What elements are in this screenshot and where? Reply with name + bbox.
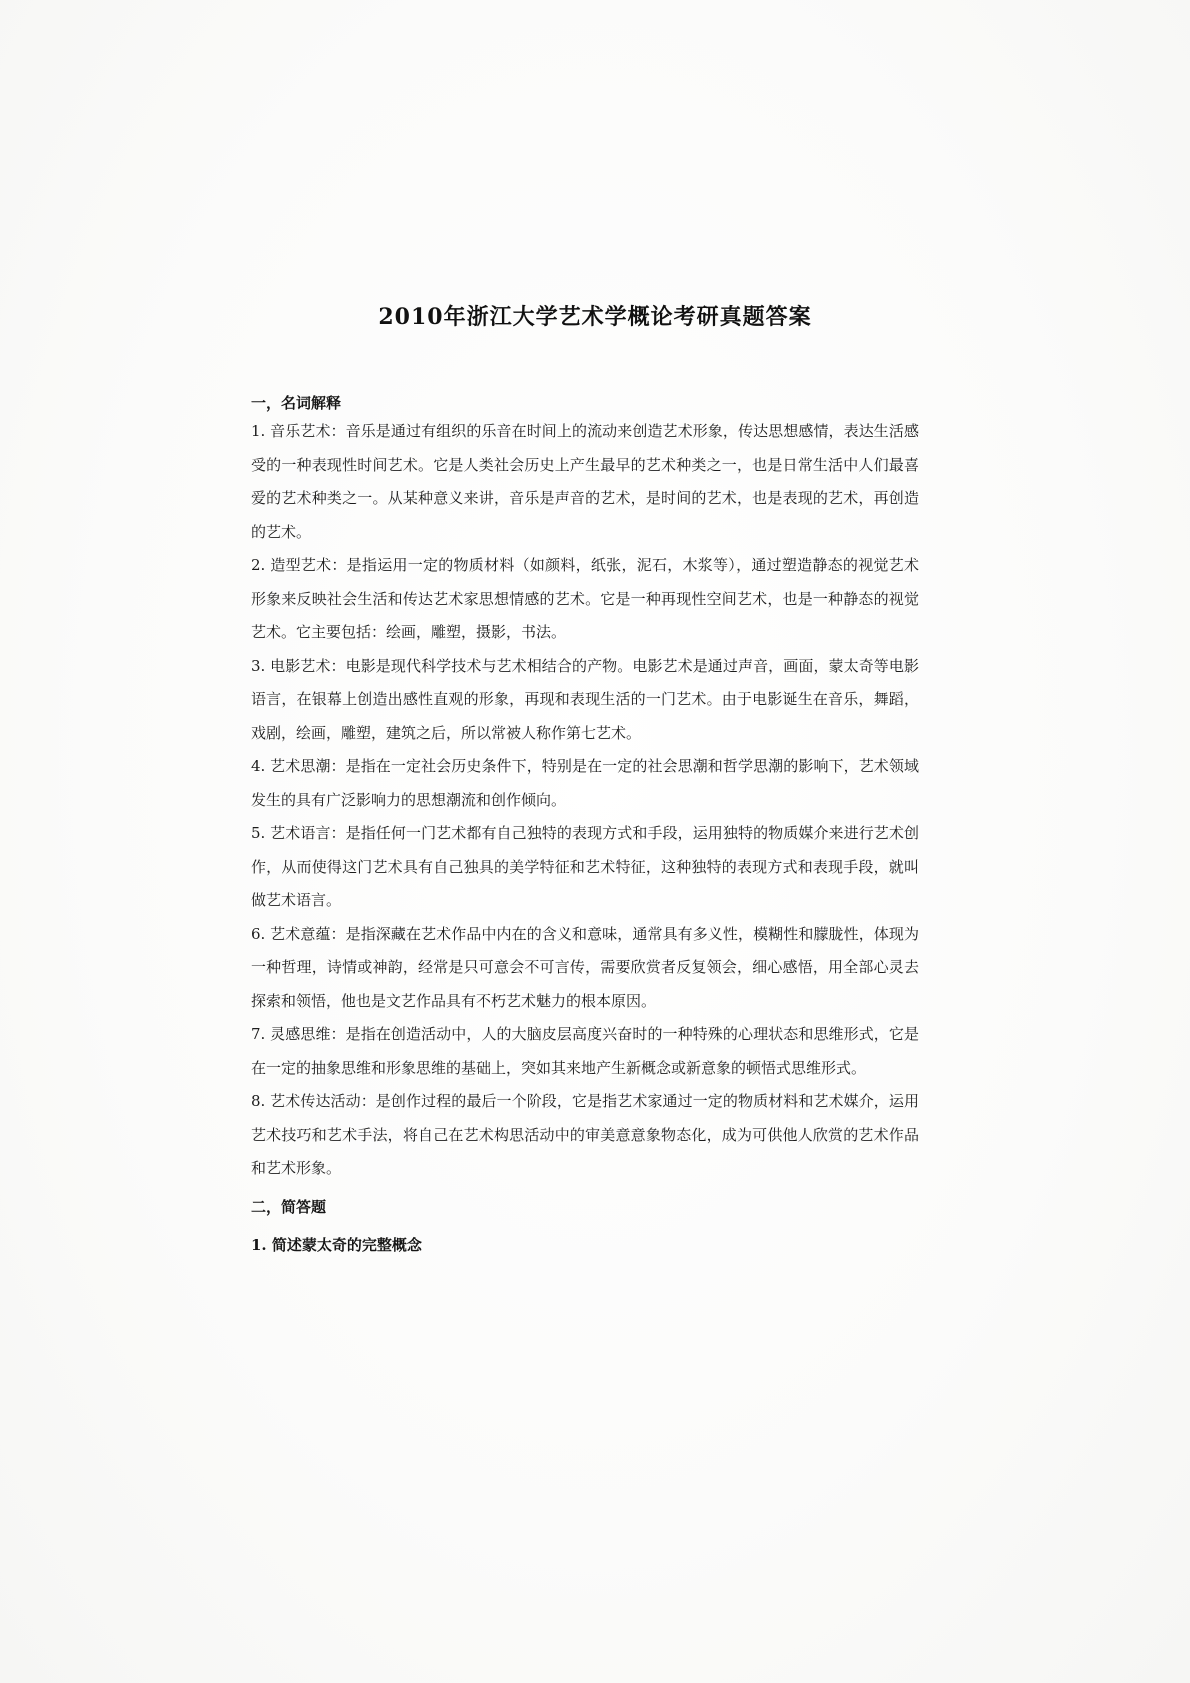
- term-item: 7. 灵感思维：是指在创造活动中，人的大脑皮层高度兴奋时的一种特殊的心理状态和思维形式，它是在一定的抽象思维和形象思维的基础上，突如其来地产生新概念或新意象的顿悟式思维形式。: [251, 1025, 919, 1077]
- term-item: 1. 音乐艺术：音乐是通过有组织的乐音在时间上的流动来创造艺术形象，传达思想感情，表达生活感受的一种表现性时间艺术。它是人类社会历史上产生最早的艺术种类之一，也是日常生活中人们最喜爱的艺术种类之一。从某种意义来讲，音乐是声音的艺术，是时间的艺术，也是表现的艺术，再创造的艺术。: [251, 422, 919, 541]
- document-body: [251, 391, 919, 1262]
- term-item: 4. 艺术思潮：是指在一定社会历史条件下，特别是在一定的社会思潮和哲学思潮的影响下，艺术领域发生的具有广泛影响力的思想潮流和创作倾向。: [251, 757, 919, 809]
- term-item: 8. 艺术传达活动：是创作过程的最后一个阶段，它是指艺术家通过一定的物质材料和艺术媒介，运用艺术技巧和艺术手法，将自己在艺术构思活动中的审美意意象物态化，成为可供他人欣赏的艺术作品和艺术形象。: [251, 1092, 919, 1177]
- question-item: 1. 简述蒙太奇的完整概念: [251, 1235, 422, 1254]
- section-heading-short-answer: 二，简答题: [251, 1197, 327, 1216]
- term-item: 5. 艺术语言：是指任何一门艺术都有自己独特的表现方式和手段，运用独特的物质媒介来进行艺术创作，从而使得这门艺术具有自己独具的美学特征和艺术特征，这种独特的表现方式和表现手段，就叫做艺术语言。: [251, 824, 919, 909]
- term-item: 3. 电影艺术：电影是现代科学技术与艺术相结合的产物。电影艺术是通过声音，画面，蒙太奇等电影语言，在银幕上创造出感性直观的形象，再现和表现生活的一门艺术。由于电影诞生在音乐，舞蹈，戏剧，绘画，雕塑，建筑之后，所以常被人称作第七艺术。: [251, 656, 919, 742]
- document-title: 2010年浙江大学艺术学概论考研真题答案: [378, 304, 812, 330]
- section-heading-terms: 一，名词解释: [251, 394, 342, 412]
- term-item: 2. 造型艺术：是指运用一定的物质材料（如颜料，纸张，泥石，木浆等），通过塑造静态的视觉艺术形象来反映社会生活和传达艺术家思想情感的艺术。它是一种再现性空间艺术，也是一种静态的视觉艺术。它主要包括：绘画，雕塑，摄影，书法。: [251, 556, 919, 641]
- term-item: 6. 艺术意蕴：是指深藏在艺术作品中内在的含义和意味，通常具有多义性，模糊性和朦胧性，体现为一种哲理，诗情或神韵，经常是只可意会不可言传，需要欣赏者反复领会，细心感悟，用全部心灵去探索和领悟，他也是文艺作品具有不朽艺术魅力的根本原因。: [251, 924, 919, 1010]
